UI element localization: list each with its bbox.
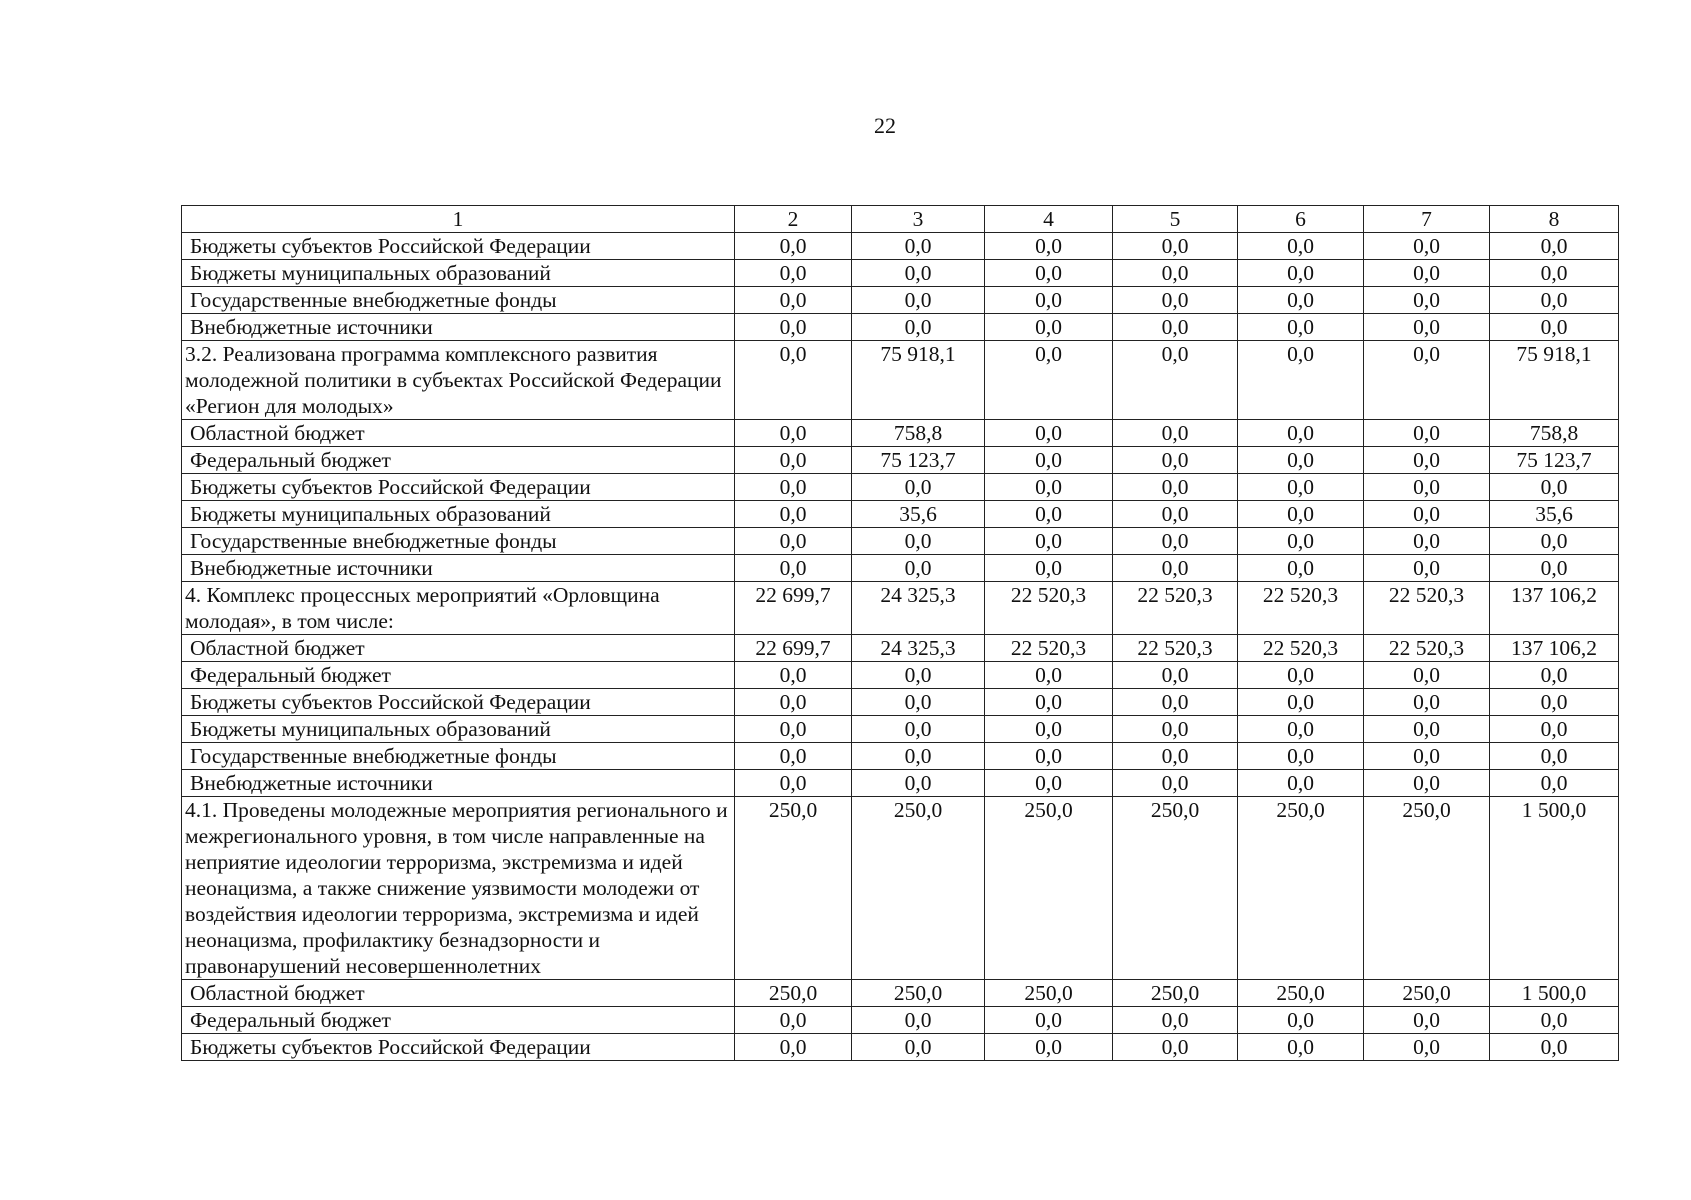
table-row bbox=[182, 1007, 1619, 1034]
column-header: 8 bbox=[1490, 206, 1619, 233]
column-header: 2 bbox=[735, 206, 852, 233]
table-row bbox=[182, 743, 1619, 770]
table-cell: 0,0 bbox=[1238, 555, 1364, 582]
table-cell: 0,0 bbox=[1364, 474, 1490, 501]
table-cell: 0,0 bbox=[1113, 770, 1238, 797]
table-cell: 1 500,0 bbox=[1490, 797, 1619, 980]
table-cell: 0,0 bbox=[985, 1007, 1113, 1034]
table-cell: 0,0 bbox=[1490, 770, 1619, 797]
table-cell: 0,0 bbox=[1364, 314, 1490, 341]
table-cell: 0,0 bbox=[1364, 420, 1490, 447]
table-cell: 0,0 bbox=[852, 1007, 985, 1034]
table-cell: 0,0 bbox=[1364, 447, 1490, 474]
table-row bbox=[182, 233, 1619, 260]
table-cell: 0,0 bbox=[1364, 528, 1490, 555]
table-cell: 0,0 bbox=[1490, 743, 1619, 770]
table-row bbox=[182, 797, 1619, 980]
table-cell: 0,0 bbox=[985, 555, 1113, 582]
row-label: 3.2. Реализована программа комплексного развития молодежной политики в субъектах Российской Федерации «Регион для молодых» bbox=[182, 341, 735, 420]
table-cell: 1 500,0 bbox=[1490, 980, 1619, 1007]
column-header: 3 bbox=[852, 206, 985, 233]
table-cell: 0,0 bbox=[1113, 1007, 1238, 1034]
table-cell: 0,0 bbox=[735, 314, 852, 341]
table-cell: 250,0 bbox=[1364, 980, 1490, 1007]
table-cell: 0,0 bbox=[1238, 770, 1364, 797]
table-cell: 0,0 bbox=[852, 260, 985, 287]
table-cell: 0,0 bbox=[735, 474, 852, 501]
table-row bbox=[182, 716, 1619, 743]
table-cell: 0,0 bbox=[735, 662, 852, 689]
table-cell: 0,0 bbox=[1238, 1007, 1364, 1034]
table-cell: 0,0 bbox=[1364, 662, 1490, 689]
table-cell: 22 699,7 bbox=[735, 582, 852, 635]
row-label: Внебюджетные источники bbox=[182, 555, 735, 582]
row-label: Бюджеты муниципальных образований bbox=[182, 260, 735, 287]
table-cell: 0,0 bbox=[852, 474, 985, 501]
table-cell: 0,0 bbox=[1238, 233, 1364, 260]
row-label: Внебюджетные источники bbox=[182, 314, 735, 341]
table-cell: 0,0 bbox=[985, 447, 1113, 474]
table-row bbox=[182, 420, 1619, 447]
table-row bbox=[182, 1034, 1619, 1061]
table-cell: 0,0 bbox=[735, 287, 852, 314]
table-cell: 0,0 bbox=[1490, 1007, 1619, 1034]
table-cell: 0,0 bbox=[985, 716, 1113, 743]
table-cell: 0,0 bbox=[1490, 555, 1619, 582]
row-label: 4. Комплекс процессных мероприятий «Орловщина молодая», в том числе: bbox=[182, 582, 735, 635]
table-cell: 0,0 bbox=[985, 770, 1113, 797]
table-cell: 250,0 bbox=[1113, 797, 1238, 980]
table-cell: 0,0 bbox=[1113, 743, 1238, 770]
table-cell: 0,0 bbox=[1364, 260, 1490, 287]
table-cell: 0,0 bbox=[1364, 555, 1490, 582]
row-label: Государственные внебюджетные фонды bbox=[182, 743, 735, 770]
table-cell: 0,0 bbox=[985, 420, 1113, 447]
table-row bbox=[182, 474, 1619, 501]
table-cell: 0,0 bbox=[1490, 716, 1619, 743]
row-label: Областной бюджет bbox=[182, 980, 735, 1007]
table-cell: 0,0 bbox=[852, 528, 985, 555]
table-cell: 0,0 bbox=[735, 260, 852, 287]
table-cell: 0,0 bbox=[1113, 233, 1238, 260]
column-header: 4 bbox=[985, 206, 1113, 233]
table-cell: 0,0 bbox=[1490, 1034, 1619, 1061]
table-cell: 0,0 bbox=[1113, 662, 1238, 689]
table-cell: 0,0 bbox=[1238, 341, 1364, 420]
table-cell: 0,0 bbox=[985, 260, 1113, 287]
table-cell: 0,0 bbox=[1113, 447, 1238, 474]
row-label: Государственные внебюджетные фонды bbox=[182, 528, 735, 555]
table-cell: 0,0 bbox=[1238, 716, 1364, 743]
table-cell: 22 520,3 bbox=[1238, 582, 1364, 635]
table-cell: 0,0 bbox=[1364, 716, 1490, 743]
table-cell: 0,0 bbox=[1113, 501, 1238, 528]
table-cell: 137 106,2 bbox=[1490, 582, 1619, 635]
table-cell: 0,0 bbox=[1490, 689, 1619, 716]
table-cell: 0,0 bbox=[735, 770, 852, 797]
table-cell: 0,0 bbox=[1238, 689, 1364, 716]
table-cell: 75 918,1 bbox=[852, 341, 985, 420]
table-cell: 0,0 bbox=[1238, 743, 1364, 770]
budget-table bbox=[181, 205, 1619, 1061]
table-cell: 22 520,3 bbox=[1238, 635, 1364, 662]
table-row bbox=[182, 689, 1619, 716]
table-cell: 0,0 bbox=[735, 528, 852, 555]
table-cell: 22 520,3 bbox=[1113, 582, 1238, 635]
table-cell: 0,0 bbox=[1113, 287, 1238, 314]
table-cell: 0,0 bbox=[1113, 689, 1238, 716]
table-cell: 0,0 bbox=[735, 1034, 852, 1061]
table-cell: 0,0 bbox=[985, 689, 1113, 716]
table-cell: 0,0 bbox=[1364, 770, 1490, 797]
table-cell: 250,0 bbox=[852, 980, 985, 1007]
table-cell: 0,0 bbox=[735, 1007, 852, 1034]
table-cell: 0,0 bbox=[1490, 528, 1619, 555]
table-row bbox=[182, 980, 1619, 1007]
table-cell: 250,0 bbox=[1113, 980, 1238, 1007]
table-cell: 24 325,3 bbox=[852, 582, 985, 635]
table-cell: 0,0 bbox=[852, 287, 985, 314]
column-header: 1 bbox=[182, 206, 735, 233]
table-row bbox=[182, 314, 1619, 341]
column-header: 5 bbox=[1113, 206, 1238, 233]
table-header-row bbox=[182, 206, 1619, 233]
row-label: Внебюджетные источники bbox=[182, 770, 735, 797]
table-cell: 250,0 bbox=[985, 980, 1113, 1007]
table-cell: 22 699,7 bbox=[735, 635, 852, 662]
table-cell: 0,0 bbox=[735, 233, 852, 260]
table-cell: 0,0 bbox=[985, 501, 1113, 528]
table-cell: 0,0 bbox=[852, 1034, 985, 1061]
table-cell: 0,0 bbox=[1364, 341, 1490, 420]
table-row bbox=[182, 447, 1619, 474]
table-cell: 0,0 bbox=[1364, 1034, 1490, 1061]
table-row bbox=[182, 260, 1619, 287]
table-row bbox=[182, 582, 1619, 635]
table-cell: 0,0 bbox=[985, 662, 1113, 689]
table-cell: 0,0 bbox=[1238, 528, 1364, 555]
table-row bbox=[182, 635, 1619, 662]
table-cell: 22 520,3 bbox=[1364, 635, 1490, 662]
table-cell: 0,0 bbox=[1113, 555, 1238, 582]
table-cell: 35,6 bbox=[852, 501, 985, 528]
row-label: Бюджеты муниципальных образований bbox=[182, 716, 735, 743]
column-header: 6 bbox=[1238, 206, 1364, 233]
table-cell: 0,0 bbox=[1490, 662, 1619, 689]
row-label: Бюджеты субъектов Российской Федерации bbox=[182, 474, 735, 501]
table-cell: 0,0 bbox=[985, 341, 1113, 420]
table-cell: 0,0 bbox=[735, 447, 852, 474]
row-label: Областной бюджет bbox=[182, 420, 735, 447]
table-cell: 0,0 bbox=[1113, 420, 1238, 447]
table-cell: 0,0 bbox=[852, 233, 985, 260]
row-label: Федеральный бюджет bbox=[182, 1007, 735, 1034]
table-cell: 0,0 bbox=[1113, 341, 1238, 420]
table-cell: 137 106,2 bbox=[1490, 635, 1619, 662]
table-cell: 0,0 bbox=[1238, 287, 1364, 314]
table-cell: 22 520,3 bbox=[985, 635, 1113, 662]
table-cell: 758,8 bbox=[852, 420, 985, 447]
table-cell: 0,0 bbox=[1238, 474, 1364, 501]
table-cell: 250,0 bbox=[1238, 980, 1364, 1007]
scan-edge-artifact bbox=[1683, 0, 1687, 1200]
table-cell: 0,0 bbox=[1364, 689, 1490, 716]
table-cell: 0,0 bbox=[1238, 420, 1364, 447]
row-label: Бюджеты субъектов Российской Федерации bbox=[182, 689, 735, 716]
table-row bbox=[182, 341, 1619, 420]
table-cell: 0,0 bbox=[1490, 314, 1619, 341]
row-label: Областной бюджет bbox=[182, 635, 735, 662]
table-cell: 758,8 bbox=[1490, 420, 1619, 447]
table-cell: 0,0 bbox=[985, 314, 1113, 341]
table-cell: 0,0 bbox=[1364, 1007, 1490, 1034]
table-cell: 0,0 bbox=[1238, 314, 1364, 341]
table-cell: 0,0 bbox=[735, 341, 852, 420]
table-cell: 0,0 bbox=[852, 716, 985, 743]
row-label: Федеральный бюджет bbox=[182, 447, 735, 474]
table-cell: 22 520,3 bbox=[1364, 582, 1490, 635]
table-cell: 250,0 bbox=[985, 797, 1113, 980]
table-cell: 0,0 bbox=[985, 233, 1113, 260]
row-label: Бюджеты субъектов Российской Федерации bbox=[182, 233, 735, 260]
table-cell: 0,0 bbox=[1113, 528, 1238, 555]
table-cell: 250,0 bbox=[735, 797, 852, 980]
table-row bbox=[182, 287, 1619, 314]
table-cell: 0,0 bbox=[1364, 233, 1490, 260]
table-cell: 0,0 bbox=[985, 474, 1113, 501]
table-cell: 0,0 bbox=[1238, 662, 1364, 689]
table-cell: 0,0 bbox=[1490, 474, 1619, 501]
table-cell: 0,0 bbox=[735, 743, 852, 770]
table-cell: 0,0 bbox=[985, 528, 1113, 555]
table-cell: 0,0 bbox=[1238, 260, 1364, 287]
column-header: 7 bbox=[1364, 206, 1490, 233]
table-cell: 0,0 bbox=[735, 716, 852, 743]
table-cell: 22 520,3 bbox=[985, 582, 1113, 635]
table-cell: 0,0 bbox=[735, 689, 852, 716]
table-cell: 0,0 bbox=[985, 1034, 1113, 1061]
table-row bbox=[182, 501, 1619, 528]
table-cell: 0,0 bbox=[852, 662, 985, 689]
table-cell: 0,0 bbox=[1490, 260, 1619, 287]
table-cell: 0,0 bbox=[852, 555, 985, 582]
row-label: Бюджеты муниципальных образований bbox=[182, 501, 735, 528]
table-cell: 0,0 bbox=[1113, 474, 1238, 501]
table-cell: 0,0 bbox=[1113, 1034, 1238, 1061]
table-cell: 250,0 bbox=[735, 980, 852, 1007]
row-label: 4.1. Проведены молодежные мероприятия регионального и межрегионального уровня, в том числе направленные на неприятие идеологии терроризма, экстремизма и идей неонацизма, а также снижение уязвимости молодежи от воздействия идеологии терроризма, экстремизма и идей неонацизма, профилактику безнадзорности и правонарушений несовершеннолетних bbox=[182, 797, 735, 980]
table-cell: 0,0 bbox=[735, 555, 852, 582]
table-cell: 250,0 bbox=[852, 797, 985, 980]
row-label: Бюджеты субъектов Российской Федерации bbox=[182, 1034, 735, 1061]
table-cell: 75 918,1 bbox=[1490, 341, 1619, 420]
table-cell: 24 325,3 bbox=[852, 635, 985, 662]
table-cell: 0,0 bbox=[1490, 233, 1619, 260]
table-cell: 0,0 bbox=[852, 314, 985, 341]
table-row bbox=[182, 770, 1619, 797]
table-cell: 0,0 bbox=[1364, 743, 1490, 770]
table-cell: 35,6 bbox=[1490, 501, 1619, 528]
table-cell: 0,0 bbox=[1238, 1034, 1364, 1061]
row-label: Государственные внебюджетные фонды bbox=[182, 287, 735, 314]
page-number: 22 bbox=[874, 113, 896, 138]
table-cell: 0,0 bbox=[985, 743, 1113, 770]
table-row bbox=[182, 662, 1619, 689]
table-cell: 0,0 bbox=[1113, 314, 1238, 341]
table-cell: 0,0 bbox=[1238, 447, 1364, 474]
table-cell: 0,0 bbox=[735, 420, 852, 447]
table-cell: 0,0 bbox=[1364, 501, 1490, 528]
table-cell: 0,0 bbox=[735, 501, 852, 528]
table-cell: 0,0 bbox=[1364, 287, 1490, 314]
table-cell: 0,0 bbox=[1113, 260, 1238, 287]
table-cell: 0,0 bbox=[1238, 501, 1364, 528]
table-cell: 0,0 bbox=[985, 287, 1113, 314]
table-cell: 75 123,7 bbox=[852, 447, 985, 474]
table-cell: 75 123,7 bbox=[1490, 447, 1619, 474]
table-cell: 250,0 bbox=[1238, 797, 1364, 980]
table-cell: 0,0 bbox=[852, 743, 985, 770]
row-label: Федеральный бюджет bbox=[182, 662, 735, 689]
table-cell: 0,0 bbox=[1113, 716, 1238, 743]
table-cell: 0,0 bbox=[1490, 287, 1619, 314]
table-cell: 250,0 bbox=[1364, 797, 1490, 980]
table-body bbox=[182, 233, 1619, 1061]
table-cell: 0,0 bbox=[852, 770, 985, 797]
table-row bbox=[182, 555, 1619, 582]
table-cell: 0,0 bbox=[852, 689, 985, 716]
table-row bbox=[182, 528, 1619, 555]
table-cell: 22 520,3 bbox=[1113, 635, 1238, 662]
